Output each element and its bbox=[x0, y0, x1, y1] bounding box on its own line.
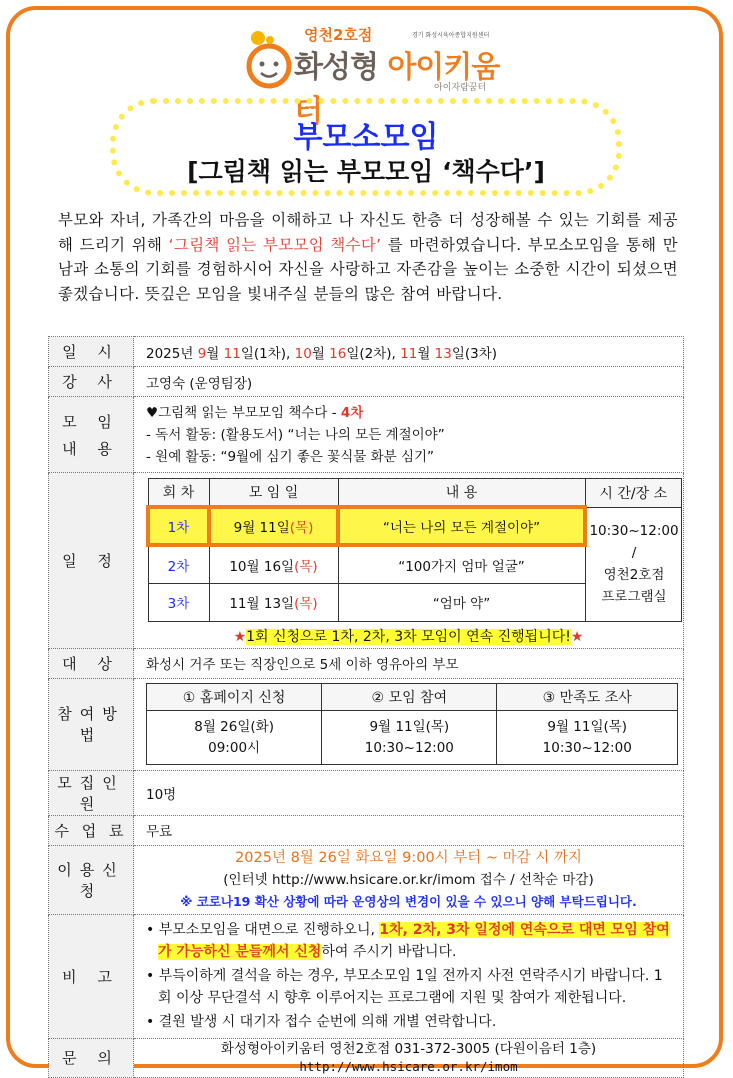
value-remarks bbox=[134, 914, 684, 1038]
schedule-header-time: 시 간/장 소 bbox=[585, 479, 682, 508]
label-remarks: 비 고 bbox=[49, 914, 134, 1038]
session-date-text: 10월 16일 bbox=[229, 558, 295, 575]
participation-header bbox=[147, 684, 678, 711]
value-date bbox=[134, 337, 684, 367]
session-slash: / bbox=[631, 545, 637, 561]
value-content bbox=[134, 397, 684, 473]
date-t3: 월 bbox=[311, 345, 330, 362]
value-participation bbox=[134, 678, 684, 770]
date-t6: 일(3차) bbox=[451, 345, 498, 362]
label-lecturer: 강 사 bbox=[49, 367, 134, 397]
label-content-1: 모 임 bbox=[62, 412, 120, 431]
remark-1-a: • 부모소모임을 대면으로 진행하오니, bbox=[146, 922, 380, 938]
logo bbox=[244, 22, 504, 129]
step-line-2: 09:00시 bbox=[208, 739, 261, 756]
date-d2: 16 bbox=[329, 345, 347, 362]
date-m2: 10 bbox=[294, 345, 312, 362]
value-fee: 무료 bbox=[134, 815, 684, 845]
branch-name: 영천2호점 bbox=[304, 26, 373, 44]
remark-1-highlight: 1차, 2차, 3차 일정에 연속으로 대면 모임 참여가 가능하신 분들께서 신청 bbox=[158, 922, 670, 960]
value-capacity: 10명 bbox=[134, 770, 684, 815]
participation-values bbox=[147, 711, 678, 765]
apply-notice: ※ 코로나19 확산 상황에 따라 운영상의 변경이 있을 수 있으니 양해 부탁드립니다. bbox=[180, 893, 637, 909]
label-content-2: 내 용 bbox=[62, 439, 120, 458]
content-line-2: - 독서 활동: (활용도서) “너는 나의 모든 계절이야” bbox=[146, 426, 445, 443]
session-day: (목) bbox=[289, 520, 314, 536]
session-date bbox=[209, 545, 338, 583]
label-target: 대 상 bbox=[49, 648, 134, 678]
step-title: ③ 만족도 조사 bbox=[497, 684, 678, 711]
session-round: 2차 bbox=[148, 545, 209, 583]
contact-info: 화성형아이키움터 영천2호점 031-372-3005 (다원이음터 1층) bbox=[220, 1040, 597, 1057]
apply-period: 2025년 8월 26일 화요일 9:00시 부터 ~ 마감 시 까지 bbox=[235, 849, 582, 866]
step-line-1: 8월 26일(화) bbox=[194, 718, 274, 735]
value-schedule bbox=[134, 473, 684, 649]
star-icon: ★ bbox=[570, 628, 584, 645]
value-lecturer: 고영숙 (운영팀장) bbox=[134, 367, 684, 397]
session-place-1: 영천2호점 bbox=[603, 567, 665, 583]
row-fee bbox=[49, 815, 684, 845]
info-table bbox=[48, 336, 684, 1078]
date-t2: 일(1차), bbox=[240, 345, 295, 362]
label-fee: 수 업 료 bbox=[49, 815, 134, 845]
row-content bbox=[49, 397, 684, 473]
intro-paragraph bbox=[58, 208, 678, 306]
step-title: ① 홈페이지 신청 bbox=[147, 684, 322, 711]
label-schedule: 일 정 bbox=[49, 473, 134, 649]
label-apply: 이용신청 bbox=[49, 845, 134, 914]
session-date-text: 9월 11일 bbox=[233, 520, 290, 536]
content-round-count: 4차 bbox=[340, 404, 364, 421]
remark-1 bbox=[144, 919, 675, 963]
session-content: “엄마 약” bbox=[338, 583, 585, 621]
session-date bbox=[209, 507, 338, 545]
row-apply bbox=[49, 845, 684, 914]
session-day: (목) bbox=[294, 596, 318, 612]
brand-sub: 아이자람꿈터 bbox=[434, 83, 487, 93]
schedule-header-date: 모 임 일 bbox=[209, 479, 338, 508]
value-target: 화성시 거주 또는 직장인으로 5세 이하 영유아의 부모 bbox=[134, 648, 684, 678]
session-date-text: 11월 13일 bbox=[229, 596, 295, 612]
session-content: “100가지 엄마 얼굴” bbox=[338, 545, 585, 583]
content-line-1-text: ♥그림책 읽는 부모모임 책수다 - bbox=[146, 404, 341, 421]
step-line-2: 10:30~12:00 bbox=[364, 739, 454, 756]
step-title: ② 모임 참여 bbox=[322, 684, 497, 711]
value-contact bbox=[134, 1038, 684, 1077]
date-m1: 9 bbox=[197, 345, 207, 362]
label-participation: 참여방법 bbox=[49, 678, 134, 770]
page-title: 부모소모임 bbox=[293, 120, 439, 155]
page-subtitle: [그림책 읽는 부모모임 ‘책수다’] bbox=[187, 157, 545, 186]
row-contact bbox=[49, 1038, 684, 1077]
child-face-icon bbox=[244, 28, 294, 90]
row-target bbox=[49, 648, 684, 678]
date-year: 2025년 bbox=[146, 345, 198, 362]
session-round: 1차 bbox=[148, 507, 209, 545]
schedule-table bbox=[146, 478, 682, 622]
center-name: 경기 화성시육아종합지원센터 bbox=[412, 32, 490, 39]
schedule-header-content: 내 용 bbox=[338, 479, 585, 508]
row-schedule bbox=[49, 473, 684, 649]
schedule-header-round: 회 차 bbox=[148, 479, 209, 508]
session-time-place bbox=[585, 507, 682, 621]
row-lecturer bbox=[49, 367, 684, 397]
label-content bbox=[49, 397, 134, 473]
step-line-1: 9월 11일(목) bbox=[547, 718, 628, 735]
content-line-3: - 원예 활동: “9월에 심기 좋은 꽃식물 화분 심기” bbox=[146, 448, 435, 465]
intro-text-2: 를 마련하였습니다. 부모소모임을 통해 만남과 소통의 기회를 경험하시어 자신을 사랑하고 자존감을 높이는 소중한 시간이 되셨으면 좋겠습니다. 뜻깊은 모임을 빛내주실 분들의 많은 참여 바랍니다. bbox=[58, 235, 679, 303]
row-remarks bbox=[49, 914, 684, 1038]
date-d3: 13 bbox=[434, 345, 452, 362]
date-t4: 일(2차), bbox=[346, 345, 401, 362]
participation-table bbox=[146, 683, 678, 765]
session-date bbox=[209, 583, 338, 621]
step-detail bbox=[322, 711, 497, 765]
remark-2: • 부득이하게 결석을 하는 경우, 부모소모임 1일 전까지 사전 연락주시기 바랍니다. 1회 이상 무단결석 시 향후 이루어지는 프로그램에 지원 및 참여가 제한됩니다. bbox=[146, 968, 663, 1006]
remark-3: • 결원 발생 시 대기자 접수 순번에 의해 개별 연락합니다. bbox=[146, 1014, 497, 1030]
row-date bbox=[49, 337, 684, 367]
schedule-header bbox=[148, 479, 682, 508]
intro-highlight: ‘그림책 읽는 부모모임 책수다’ bbox=[168, 235, 382, 254]
session-time: 10:30~12:00 bbox=[589, 523, 679, 539]
session-round: 3차 bbox=[148, 583, 209, 621]
step-detail bbox=[147, 711, 322, 765]
brand-name-b: 아이키움터 bbox=[294, 50, 500, 129]
apply-url: (인터넷 http://www.hsicare.or.kr/imom 접수 / 선착순 마감) bbox=[223, 871, 594, 888]
row-capacity bbox=[49, 770, 684, 815]
schedule-notice-text: 1회 신청으로 1차, 2차, 3차 모임이 연속 진행됩니다! bbox=[246, 628, 571, 645]
date-t1: 월 bbox=[206, 345, 224, 362]
row-participation bbox=[49, 678, 684, 770]
step-line-1: 9월 11일(목) bbox=[369, 718, 450, 735]
step-detail bbox=[497, 711, 678, 765]
star-icon: ★ bbox=[233, 628, 247, 645]
label-capacity: 모집인원 bbox=[49, 770, 134, 815]
content-line-1 bbox=[146, 402, 682, 424]
step-line-2: 10:30~12:00 bbox=[542, 739, 632, 756]
title-box bbox=[110, 98, 622, 196]
date-t5: 월 bbox=[417, 345, 435, 362]
label-contact: 문 의 bbox=[49, 1038, 134, 1077]
remark-1-b: 하여 주시기 바랍니다. bbox=[321, 944, 457, 960]
contact-url[interactable]: http://www.hsicare.or.kr/imom bbox=[299, 1058, 518, 1074]
schedule-row-1 bbox=[148, 507, 682, 545]
session-day: (목) bbox=[294, 558, 318, 575]
schedule-notice bbox=[134, 626, 683, 646]
session-place-2: 프로그램실 bbox=[601, 589, 667, 605]
brand-name-a: 화성형 bbox=[294, 50, 388, 85]
date-m3: 11 bbox=[400, 345, 418, 362]
session-content: “너는 나의 모든 계절이야” bbox=[338, 507, 585, 545]
intro-text-1: 부모와 자녀, 가족간의 마음을 이해하고 나 자신도 한층 더 성장해볼 수 있는 기회를 제공해 드리기 위해 bbox=[58, 211, 678, 254]
date-d1: 11 bbox=[223, 345, 241, 362]
value-apply bbox=[134, 845, 684, 914]
label-date: 일 시 bbox=[49, 337, 134, 367]
